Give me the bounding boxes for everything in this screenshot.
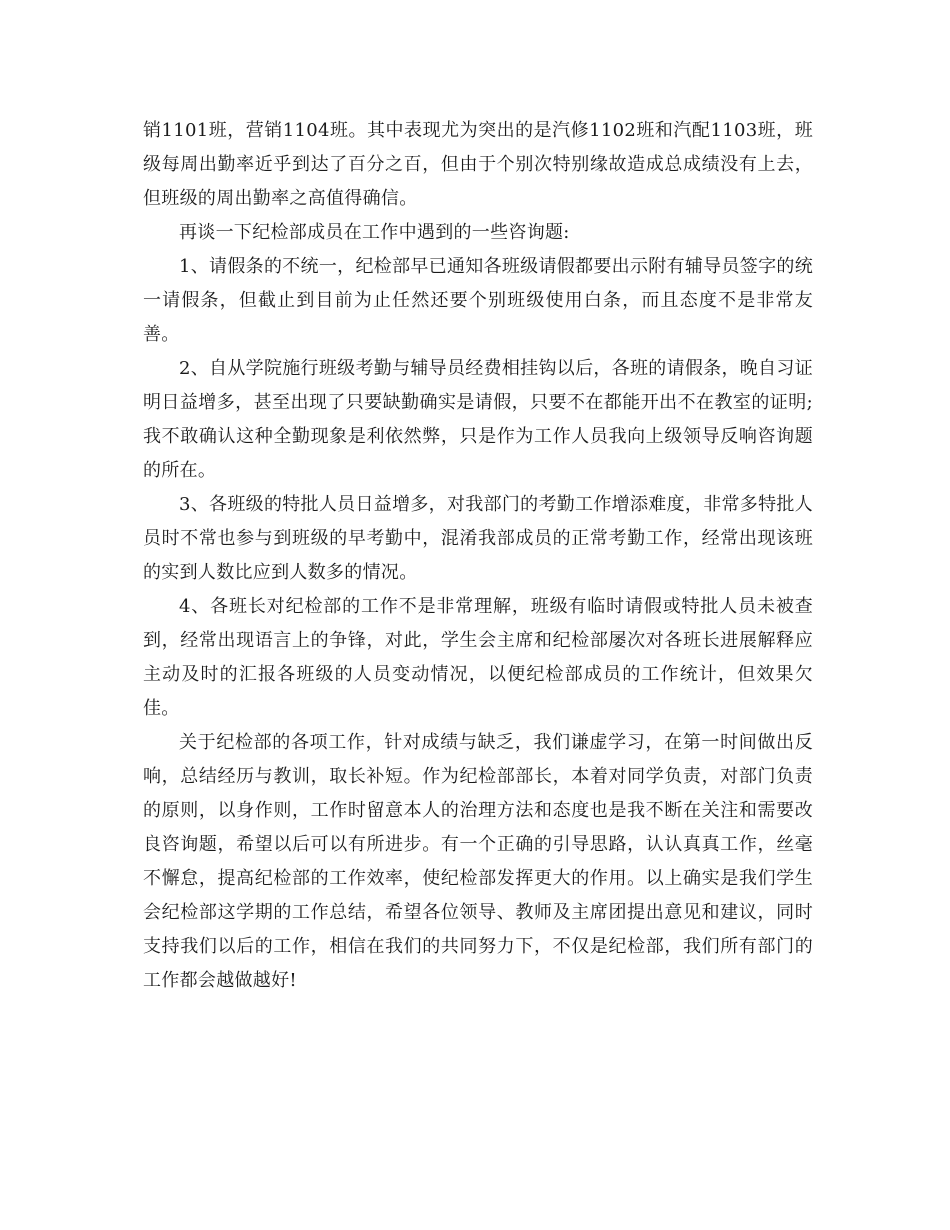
paragraph-issue-1: 1、请假条的不统一，纪检部早已通知各班级请假都要出示附有辅导员签字的统一请假条，但截止到目前为止任然还要个别班级使用白条，而且态度不是非常友善。 — [143, 256, 813, 345]
paragraph-issue-2: 2、自从学院施行班级考勤与辅导员经费相挂钩以后，各班的请假条，晚自习证明日益增多，甚至出现了只要缺勤确实是请假，只要不在都能开出不在教室的证明;我不敢确认这种全勤现象是利依然弊，只是作为工作人员我向上级领导反响咨询题的所在。 — [143, 358, 813, 481]
paragraph-conclusion: 关于纪检部的各项工作，针对成绩与缺乏，我们谦虚学习，在第一时间做出反响，总结经历与教训，取长补短。作为纪检部部长，本着对同学负责，对部门负责的原则，以身作则，工作时留意本人的治理方法和态度也是我不断在关注和需要改良咨询题，希望以后可以有所进步。有一个正确的引导思路，认认真真工作，丝毫不懈怠，提高纪检部的工作效率，使纪检部发挥更大的作用。以上确实是我们学生会纪检部这学期的工作总结，希望各位领导、教师及主席团提出意见和建议，同时支持我们以后的工作，相信在我们的共同努力下，不仅是纪检部，我们所有部门的工作都会越做越好! — [143, 732, 813, 991]
paragraph-issue-4: 4、各班长对纪检部的工作不是非常理解，班级有临时请假或特批人员未被查到，经常出现语言上的争锋，对此，学生会主席和纪检部屡次对各班长进展解释应主动及时的汇报各班级的人员变动情况，以便纪检部成员的工作统计，但效果欠佳。 — [143, 596, 813, 719]
paragraph-issues-intro: 再谈一下纪检部成员在工作中遇到的一些咨询题: — [179, 222, 570, 243]
document-body — [143, 114, 813, 998]
paragraph-attendance-summary: 销1101班，营销1104班。其中表现尤为突出的是汽修1102班和汽配1103班，班级每周出勤率近乎到达了百分之百，但由于个别次特别缘故造成总成绩没有上去，但班级的周出勤率之高值得确信。 — [143, 120, 813, 209]
paragraph-issue-3: 3、各班级的特批人员日益增多，对我部门的考勤工作增添难度，非常多特批人员时不常也参与到班级的早考勤中，混淆我部成员的正常考勤工作，经常出现该班的实到人数比应到人数多的情况。 — [143, 494, 813, 583]
